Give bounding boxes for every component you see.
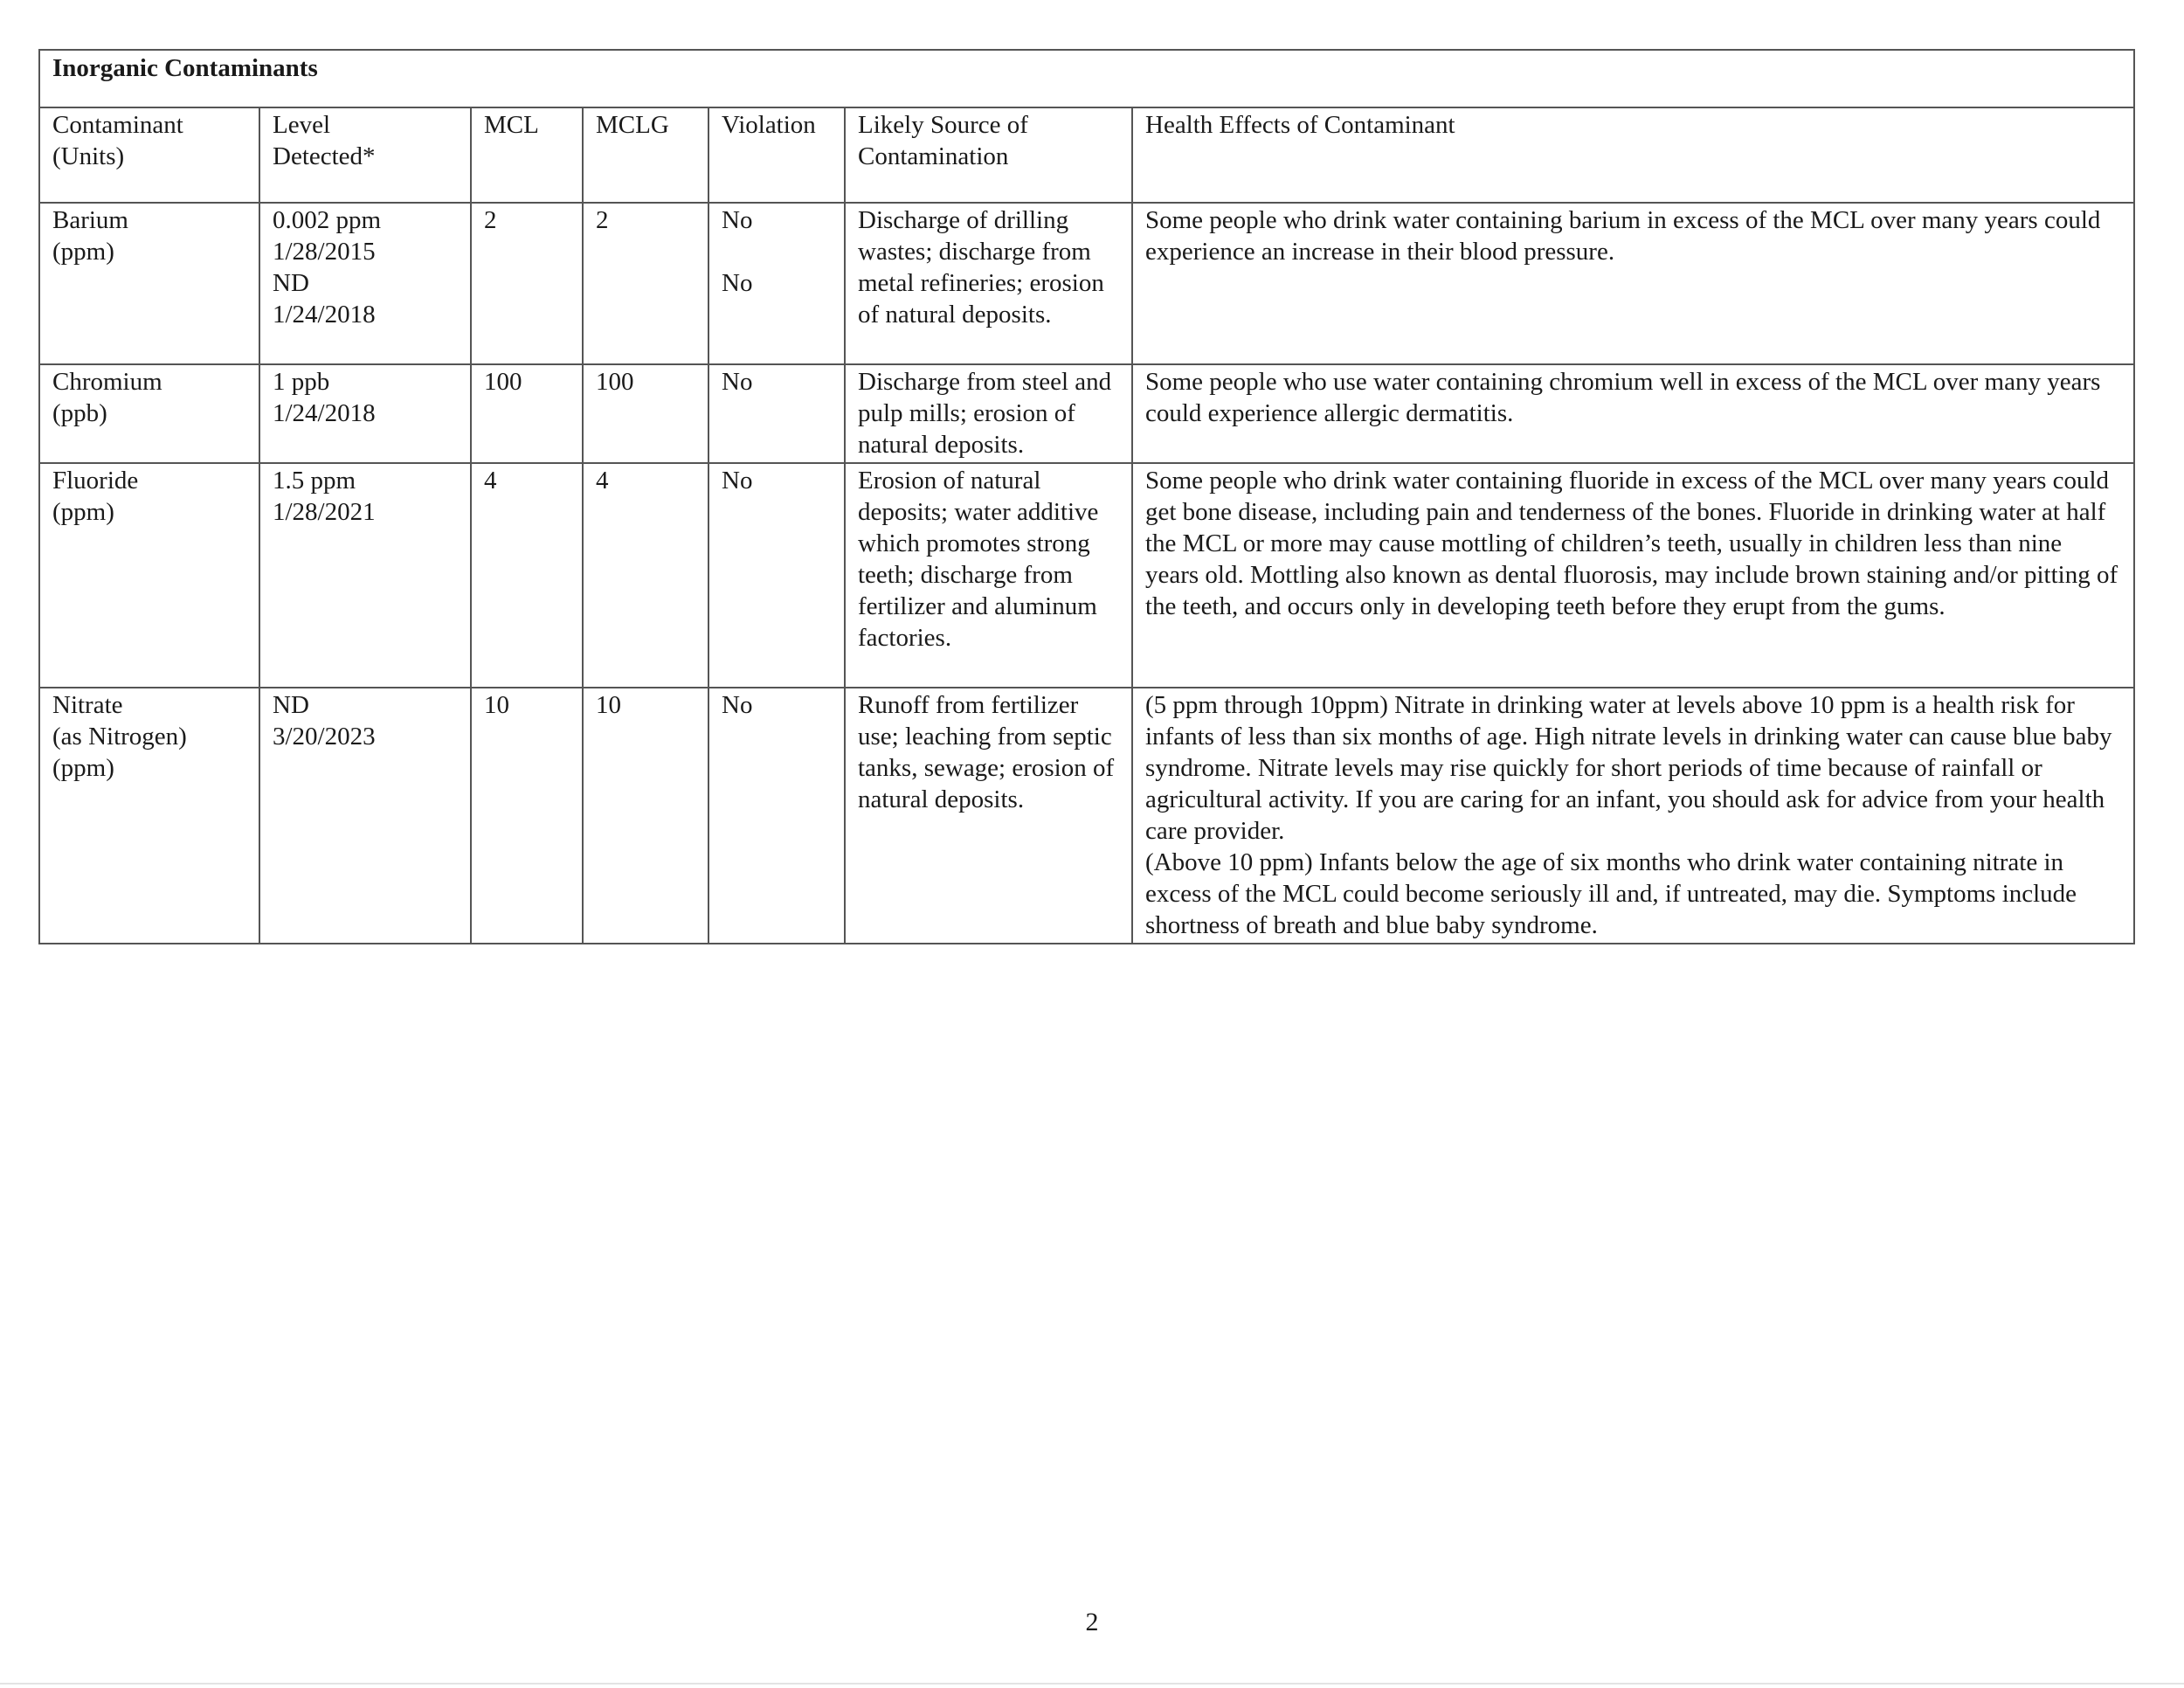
table-row [39,364,2134,463]
page-number: 2 [1085,1608,1099,1636]
cell-level-detected: ND 3/20/2023 [259,688,471,944]
table-row [39,463,2134,688]
page-bottom-divider [0,1683,2184,1685]
cell-contaminant: Barium (ppm) [39,203,259,364]
cell-health-effects: Some people who drink water containing barium in excess of the MCL over many years could experience an increase in their blood pressure. [1132,203,2134,364]
header-violation: Violation [708,107,845,203]
cell-level-detected: 1.5 ppm 1/28/2021 [259,463,471,688]
cell-health-effects: (5 ppm through 10ppm) Nitrate in drinking water at levels above 10 ppm is a health risk for infants of less than six months of age. High nitrate levels in drinking water can cause blue baby syndrome. Nitrate levels may rise quickly for short periods of time because of rainfall or agricultural activity. If you are caring for an infant, you should ask for advice from your health care provider. (Above 10 ppm) Infants below the age of six months who drink water containing nitrate in excess of the MCL could become seriously ill and, if untreated, may die. Symptoms include shortness of breath and blue baby syndrome. [1132,688,2134,944]
cell-contaminant: Chromium (ppb) [39,364,259,463]
inorganic-contaminants-table [38,49,2135,944]
header-health-effects: Health Effects of Contaminant [1132,107,2134,203]
cell-violation: No No [708,203,845,364]
cell-level-detected: 0.002 ppm 1/28/2015 ND 1/24/2018 [259,203,471,364]
cell-mcl: 10 [471,688,583,944]
table-title-row [39,50,2134,107]
cell-violation: No [708,364,845,463]
table-row [39,688,2134,944]
cell-contaminant: Fluoride (ppm) [39,463,259,688]
cell-mclg: 100 [583,364,708,463]
cell-mcl: 2 [471,203,583,364]
cell-mcl: 100 [471,364,583,463]
cell-violation: No [708,688,845,944]
cell-health-effects: Some people who drink water containing fluoride in excess of the MCL over many years could get bone disease, including pain and tenderness of the bones. Fluoride in drinking water at half the MCL or more may cause mottling of children’s teeth, usually in children less than nine years old. Mottling also known as dental fluorosis, may include brown staining and/or pitting of the teeth, and occurs only in developing teeth before they erupt from the gums. [1132,463,2134,688]
header-likely-source: Likely Source of Contamination [845,107,1132,203]
cell-health-effects: Some people who use water containing chromium well in excess of the MCL over many years could experience allergic dermatitis. [1132,364,2134,463]
table-title: Inorganic Contaminants [39,50,2134,107]
cell-likely-source: Runoff from fertilizer use; leaching from septic tanks, sewage; erosion of natural deposits. [845,688,1132,944]
cell-level-detected: 1 ppb 1/24/2018 [259,364,471,463]
cell-likely-source: Erosion of natural deposits; water additive which promotes strong teeth; discharge from fertilizer and aluminum factories. [845,463,1132,688]
cell-likely-source: Discharge of drilling wastes; discharge from metal refineries; erosion of natural deposits. [845,203,1132,364]
header-level-detected: Level Detected* [259,107,471,203]
header-mclg: MCLG [583,107,708,203]
cell-mclg: 10 [583,688,708,944]
cell-likely-source: Discharge from steel and pulp mills; erosion of natural deposits. [845,364,1132,463]
cell-mclg: 2 [583,203,708,364]
table-row [39,203,2134,364]
header-mcl: MCL [471,107,583,203]
cell-violation: No [708,463,845,688]
cell-mcl: 4 [471,463,583,688]
header-contaminant: Contaminant (Units) [39,107,259,203]
cell-mclg: 4 [583,463,708,688]
table-header-row [39,107,2134,203]
cell-contaminant: Nitrate (as Nitrogen) (ppm) [39,688,259,944]
